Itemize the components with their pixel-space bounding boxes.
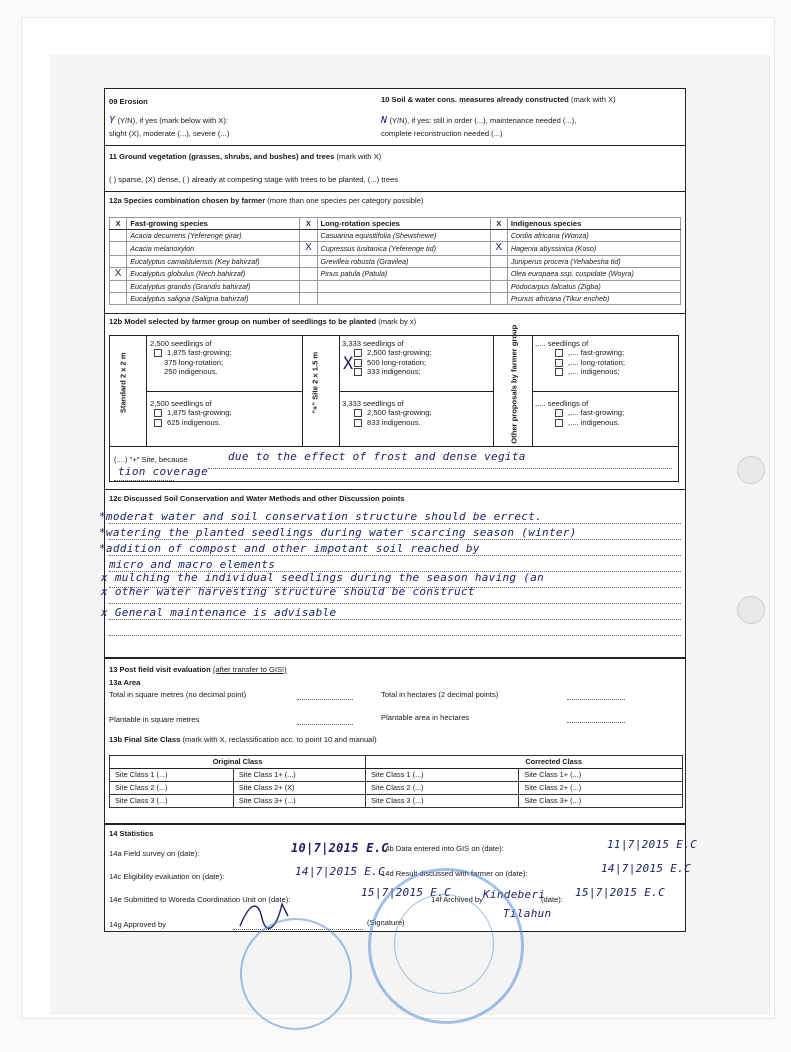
option-line: 625 indigenous.	[167, 417, 221, 427]
discussion-lines	[99, 509, 685, 649]
original-class-cell: Site Class 1+ (...)	[233, 769, 365, 782]
long-rotation-mark	[300, 230, 317, 242]
option-line: 833 indigenous.	[367, 417, 421, 427]
long-rotation-species	[317, 293, 490, 305]
archived-date-label: (date):	[541, 895, 563, 904]
corrected-class-cell: Site Class 1+ (...)	[519, 769, 683, 782]
statistics-title: 14 Statistics	[109, 829, 154, 838]
corrected-class-cell: Site Class 2 (...)	[366, 782, 519, 795]
site-class-title-line	[109, 735, 377, 744]
long-rotation-species	[317, 281, 490, 293]
swc-title-line	[381, 95, 616, 104]
option-line: 2,500 fast-growing;	[367, 348, 432, 358]
model-title-line	[109, 317, 416, 326]
species-title: 12a Species combination chosen by farmer	[109, 196, 266, 205]
original-class-cell: Site Class 2+ (X)	[233, 782, 365, 795]
discussion-title: 12c Discussed Soil Conservation and Water Methods and other Discussion points	[109, 494, 405, 503]
submitted-date: 15|7|2015 E.C	[361, 886, 451, 899]
species-row	[110, 255, 681, 267]
long-rotation-mark	[300, 293, 317, 305]
option-line: ,.... indigenous.	[568, 417, 620, 427]
fast-growing-species: Acacia decurrens (Yeferenge girar)	[127, 230, 300, 242]
indigenous-mark	[490, 293, 507, 305]
fast-growing-mark	[110, 230, 127, 242]
corrected-class-cell: Site Class 3+ (...)	[519, 795, 683, 808]
fast-growing-species: Eucalyptus camaldulensis (Key bahirzaf)	[127, 255, 300, 267]
corrected-class-cell: Site Class 1 (...)	[366, 769, 519, 782]
field-survey-date: 10|7|2015 E.C	[291, 841, 389, 855]
standard-option-a	[150, 339, 232, 377]
swc-title: 10 Soil & water cons. measures already constructed	[381, 95, 569, 104]
long-rotation-mark	[300, 281, 317, 293]
site-class-title: 13b Final Site Class	[109, 735, 181, 744]
long-rotation-header: Long-rotation species	[317, 218, 490, 230]
indigenous-header: Indigenous species	[507, 218, 680, 230]
because-text-2: tion coverage	[118, 465, 208, 478]
option-head: 3,333 seedlings of	[342, 339, 404, 348]
official-stamp-inner	[394, 894, 494, 994]
option-line: ,.... fast-growing;	[568, 408, 625, 418]
signature-label: (Signature)	[367, 918, 405, 927]
plantable-ha-label: Plantable area in hectares	[381, 713, 470, 722]
model-title: 12b Model selected by farmer group on number of seedlings to be planted	[109, 317, 377, 326]
original-class-header: Original Class	[110, 756, 366, 769]
swc-title-note: (mark with X)	[570, 95, 616, 104]
discussion-line-5: x mulching the individual seedlings during the season having (an	[101, 571, 545, 584]
indigenous-species: Cordia africana (Wonza)	[507, 230, 680, 242]
evaluation-form	[99, 88, 697, 932]
submitted-label: 14e Submitted to Woreda Coordination Unit on (date):	[109, 895, 291, 904]
post-visit-title-line	[109, 665, 287, 674]
fast-growing-header: Fast-growing species	[127, 218, 300, 230]
because-label: (....) "+" Site, because	[114, 455, 188, 464]
total-ha-label: Total in hectares (2 decimal points)	[381, 690, 499, 699]
archived-by-name-2: Tilahun	[503, 907, 552, 920]
indigenous-mark	[490, 255, 507, 267]
long-rotation-mark	[300, 255, 317, 267]
total-sqm-label: Total in square metres (no decimal point)	[109, 690, 247, 699]
standard-option-b	[150, 399, 232, 427]
x-header: X	[300, 218, 317, 230]
plantable-sqm-label: Plantable in square metres	[109, 715, 200, 724]
species-header-row	[110, 218, 681, 230]
site-class-header-row	[110, 756, 683, 769]
swc-yn-text: (Y/N), if yes: still in order (...), maintenance needed (...),	[389, 116, 577, 125]
discussed-label: 14d Result discussed with farmer on (date):	[381, 869, 528, 878]
erosion-severity: slight (X), moderate (...), severe (...)	[109, 129, 230, 138]
option-head: 3,333 seedlings of	[342, 399, 404, 408]
vegetation-title-line	[109, 152, 381, 161]
option-line: 1,875 fast-growing;	[167, 348, 232, 358]
corrected-class-cell: Site Class 3 (...)	[366, 795, 519, 808]
eligibility-date: 14|7|2015 E.C	[295, 865, 385, 878]
plus-site-label: "+" Site 2 x 1.5 m	[310, 351, 320, 414]
option-line: 250 indigenous.	[164, 367, 218, 377]
approved-label: 14g Approved by	[109, 920, 166, 929]
indigenous-mark	[490, 281, 507, 293]
other-option-a	[535, 339, 625, 377]
discussion-line-6: x other water harvesting structure should be construct	[101, 585, 475, 598]
archived-date: 15|7|2015 E.C	[575, 886, 665, 899]
archived-by-name: Kindeberi	[483, 888, 546, 901]
gis-entry-date: 11|7|2015 E.C	[607, 838, 697, 851]
option-line: 1,875 fast-growing;	[167, 408, 232, 418]
site-class-table	[109, 755, 683, 808]
indigenous-mark: X	[490, 242, 507, 256]
model-title-note: (mark by x)	[378, 317, 417, 326]
species-title-note: (more than one species per category possible)	[267, 196, 424, 205]
original-class-cell: Site Class 3+ (...)	[233, 795, 365, 808]
discussion-line-2: *watering the planted seedlings during water scarcing season (winter)	[99, 526, 577, 539]
standard-label: Standard 2 x 2 m	[118, 352, 128, 414]
indigenous-species: Prunus africana (Tikur encheb)	[507, 293, 680, 305]
x-header: X	[490, 218, 507, 230]
option-line: ,.... long-rotation;	[568, 357, 625, 367]
site-class-row	[110, 769, 683, 782]
site-class-row	[110, 782, 683, 795]
discussion-line-1: *moderat water and soil conservation structure should be errect.	[99, 510, 543, 523]
erosion-title: 09 Erosion	[109, 97, 148, 106]
vegetation-options: ( ) sparse, (X) dense, ( ) already at competing stage with trees to be planted, (...) trees	[109, 175, 399, 184]
fast-growing-species: Eucalyptus grandis (Grandis bahirzaf)	[127, 281, 300, 293]
site-class-row	[110, 795, 683, 808]
option-head: 2,500 seedlings of	[150, 399, 212, 408]
indigenous-species: Podocarpus falcatus (Zigba)	[507, 281, 680, 293]
fast-growing-mark	[110, 242, 127, 256]
fast-growing-mark: X	[110, 267, 127, 281]
indigenous-mark	[490, 230, 507, 242]
fast-growing-mark	[110, 255, 127, 267]
original-class-cell: Site Class 1 (...)	[110, 769, 234, 782]
plus-option-b	[342, 399, 432, 427]
vegetation-title-note: (mark with X)	[336, 152, 382, 161]
species-title-line	[109, 196, 423, 205]
because-box	[109, 445, 679, 482]
plus-option-mark: X	[343, 354, 354, 374]
field-survey-label: 14a Field survey on (date):	[109, 849, 200, 858]
discussion-line-3: *addition of compost and other impotant soil reached by	[99, 542, 480, 555]
fast-growing-species: Eucalyptus globulus (Nech bahirzaf)	[127, 267, 300, 281]
other-proposals-label: Other proposals by farmer group	[509, 324, 519, 444]
model-options-box	[109, 324, 679, 447]
option-head: ,.... seedlings of	[535, 399, 589, 408]
option-head: ,.... seedlings of	[535, 339, 589, 348]
option-line: ,.... fast-growing;	[568, 348, 625, 358]
punch-hole	[737, 456, 765, 484]
post-visit-title-note: (after transfer to GIS!)	[212, 665, 287, 674]
erosion-yn-line	[109, 115, 228, 128]
fast-growing-mark	[110, 281, 127, 293]
swc-line2: complete reconstruction needed (...)	[381, 129, 503, 138]
option-head: 2,500 seedlings of	[150, 339, 212, 348]
swc-yn-value: N	[381, 115, 388, 126]
erosion-yn-value: Y	[109, 115, 116, 126]
indigenous-mark	[490, 267, 507, 281]
species-row	[110, 281, 681, 293]
post-visit-title: 13 Post field visit evaluation	[109, 665, 211, 674]
species-row	[110, 242, 681, 256]
discussion-line-4: micro and macro elements	[109, 558, 276, 571]
other-option-b	[535, 399, 624, 427]
long-rotation-species: Pinus patula (Patula)	[317, 267, 490, 281]
indigenous-species: Olea europaea ssp. cuspidate (Woyra)	[507, 267, 680, 281]
area-title: 13a Area	[109, 678, 141, 687]
archived-label: 14f Archived by	[431, 895, 483, 904]
discussion-line-7: x General maintenance is advisable	[101, 606, 337, 619]
eligibility-label: 14c Eligibility evaluation on (date):	[109, 872, 225, 881]
species-table	[109, 217, 681, 305]
long-rotation-species: Cupressus lusitanica (Yeferenge tid)	[317, 242, 490, 256]
long-rotation-mark	[300, 267, 317, 281]
plus-option-a	[342, 339, 432, 377]
punch-hole	[737, 596, 765, 624]
species-row	[110, 230, 681, 242]
species-row	[110, 267, 681, 281]
option-line: 375 long-rotation;	[164, 357, 224, 367]
option-line: 333 indigenous;	[367, 367, 421, 377]
fast-growing-species: Eucalyptus saligna (Saligna bahirzaf)	[127, 293, 300, 305]
long-rotation-mark: X	[300, 242, 317, 256]
option-line: 500 long-rotation;	[367, 357, 427, 367]
corrected-class-header: Corrected Class	[366, 756, 683, 769]
erosion-yn-text: (Y/N), if yes (mark below with X):	[117, 116, 229, 125]
x-header: X	[110, 218, 127, 230]
original-class-cell: Site Class 3 (...)	[110, 795, 234, 808]
vegetation-title: 11 Ground vegetation (grasses, shrubs, and bushes) and trees	[109, 152, 335, 161]
corrected-class-cell: Site Class 2+ (...)	[519, 782, 683, 795]
discussed-date: 14|7|2015 E.C	[601, 862, 691, 875]
site-class-title-note: (mark with X, reclassification acc. to point 10 and manual)	[182, 735, 377, 744]
indigenous-species: Juniperus procera (Yehabesha tid)	[507, 255, 680, 267]
original-class-cell: Site Class 2 (...)	[110, 782, 234, 795]
indigenous-species: Hagenia abyssinica (Koso)	[507, 242, 680, 256]
fast-growing-mark	[110, 293, 127, 305]
long-rotation-species: Casuarina equisitifolia (Shewshewe)	[317, 230, 490, 242]
option-line: 2,500 fast-growing;	[367, 408, 432, 418]
because-text-1: due to the effect of frost and dense vegita	[228, 450, 526, 463]
fast-growing-species: Acacia melanoxylon	[127, 242, 300, 256]
gis-entry-label: 14b Data entered into GIS on (date):	[381, 844, 504, 853]
species-row	[110, 293, 681, 305]
option-line: ,.... indigenous;	[568, 367, 620, 377]
long-rotation-species: Grevillea robusta (Gravilea)	[317, 255, 490, 267]
swc-yn-line	[381, 115, 576, 128]
